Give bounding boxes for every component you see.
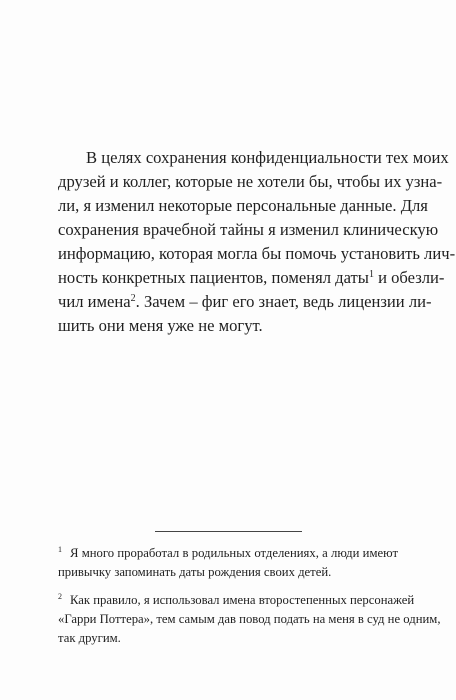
paragraph-line: ли, я изменил некоторые персональные данные. Для <box>58 196 428 215</box>
body-paragraph <box>58 146 456 338</box>
footnote-line: привычку запоминать даты рождения своих детей. <box>58 565 332 579</box>
paragraph-text: и обезли- <box>378 268 445 287</box>
paragraph-line <box>58 266 445 290</box>
footnote-line <box>58 591 415 610</box>
footnote-line: «Гарри Поттера», тем самым дав повод подать на меня в суд не одним, <box>58 612 441 626</box>
paragraph-text: чил имена <box>58 292 131 311</box>
footnote-2 <box>58 591 441 648</box>
paragraph-line: сохранения врачебной тайны я изменил клиническую <box>58 220 439 239</box>
footnote-line: так другим. <box>58 631 121 645</box>
paragraph-line: друзей и коллег, которые не хотели бы, чтобы их узна- <box>58 172 443 191</box>
footnote-ref-2[interactable]: 2 <box>130 293 136 304</box>
paragraph-line: В целях сохранения конфиденциальности тех моих <box>86 148 449 167</box>
paragraph-line <box>58 290 432 314</box>
footnote-mark: 1 <box>58 545 62 554</box>
paragraph-text: . Зачем – фиг его знает, ведь лицензии ли- <box>135 292 432 311</box>
footnotes <box>58 544 441 657</box>
paragraph-text: ность конкретных пациентов, поменял даты <box>58 268 369 287</box>
footnote-mark: 2 <box>58 592 62 601</box>
footnote-text: Как правило, я использовал имена второстепенных персонажей <box>70 593 415 607</box>
paragraph-line: шить они меня уже не могут. <box>58 316 263 335</box>
paragraph-line: информацию, которая могла бы помочь установить лич- <box>58 244 456 263</box>
footnote-1 <box>58 544 398 582</box>
footnote-ref-1[interactable]: 1 <box>368 269 374 280</box>
footnote-text: Я много проработал в родильных отделениях, а люди имеют <box>70 546 398 560</box>
footnote-line <box>58 544 398 563</box>
footnote-separator <box>155 531 302 532</box>
